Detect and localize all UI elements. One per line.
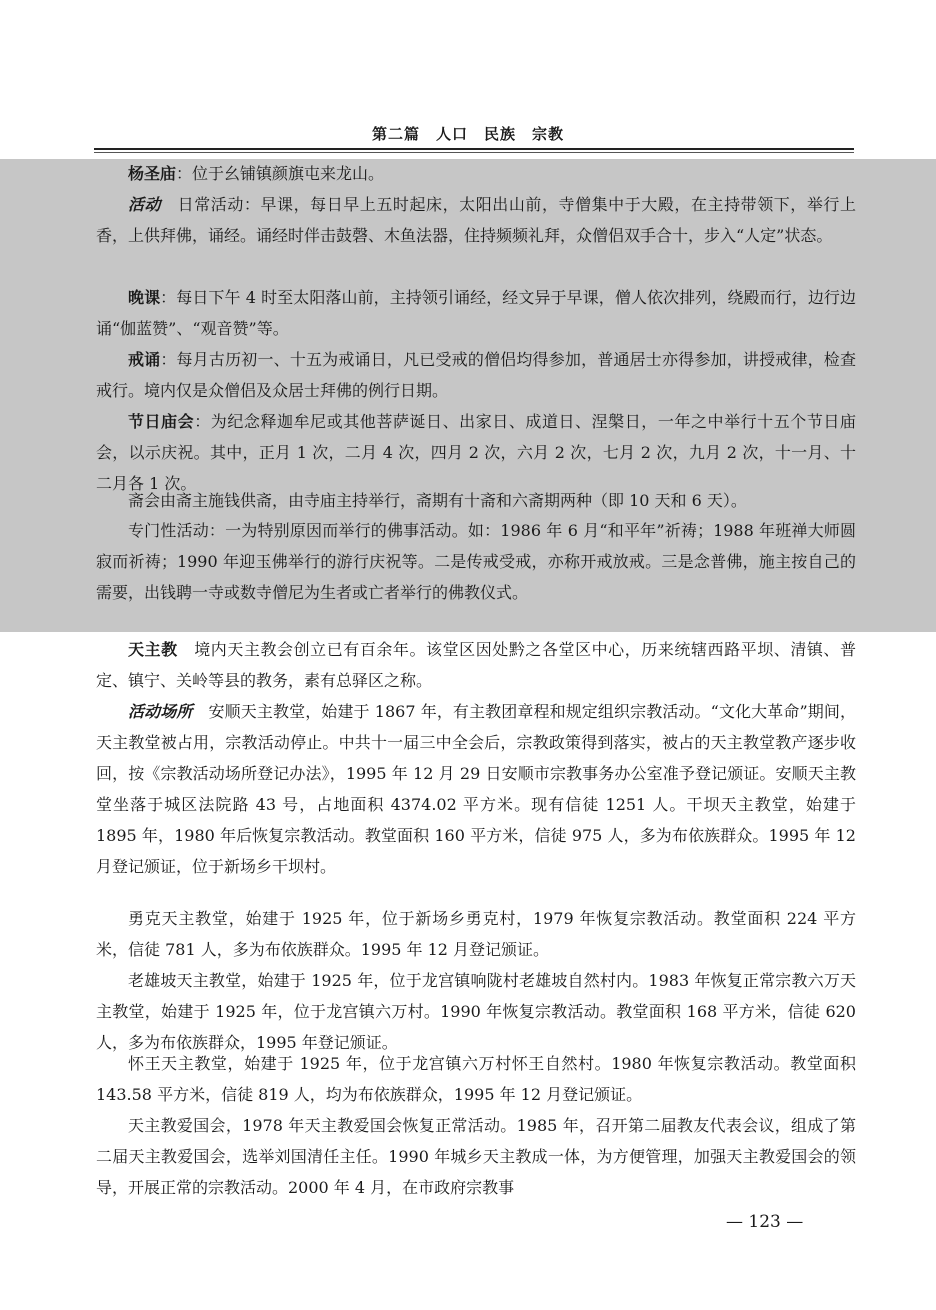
paragraph-patriotic-association	[96, 1110, 856, 1203]
paragraph-text: ：位于幺铺镇颜旗屯来龙山。	[176, 164, 385, 183]
paragraph-evening-class	[96, 282, 856, 344]
paragraph-fasting-assembly	[96, 485, 856, 516]
paragraph-text: 境内天主教会创立已有百余年。该堂区因处黔之各堂区中心，历来统辖西路平坝、清镇、普定、镇宁、关岭等县的教务，素有总驿区之称。	[96, 640, 856, 690]
paragraph-text: 安顺天主教堂，始建于 1867 年，有主教团章程和规定组织宗教活动。“文化大革命”期间，天主教堂被占用，宗教活动停止。中共十一届三中全会后，宗教政策得到落实，被占的天主教堂教产逐步收回，按《宗教活动场所登记办法》，1995 年 12 月 29 日安顺市宗教事务办公室准予登记颁证。安顺天主教堂坐落于城区法院路 43 号，占地面积 4374.02 平方米。现有信徒 1251 人。干坝天主教堂，始建于 1895 年，1980 年后恢复宗教活动。教堂面积 160 平方米，信徒 975 人，多为布依族群众。1995 年 12 月登记颁证，位于新场乡干坝村。	[96, 702, 856, 876]
paragraph-lead: 戒诵	[128, 350, 161, 369]
paragraph-text: 怀王天主教堂，始建于 1925 年，位于龙宫镇六万村怀王自然村。1980 年恢复宗教活动。教堂面积 143.58 平方米，信徒 819 人，均为布依族群众，1995 年 12 月登记颁证。	[96, 1054, 856, 1104]
paragraph-yangsheng-temple	[96, 158, 856, 189]
paragraph-text: 日常活动：早课，每日早上五时起床，太阳出山前，寺僧集中于大殿，在主持带领下，举行上香，上供拜佛，诵经。诵经时伴击鼓磬、木鱼法器，住持频频礼拜，众僧侣双手合十，步入“人定”状态。	[96, 195, 856, 245]
paragraph-text: 勇克天主教堂，始建于 1925 年，位于新场乡勇克村，1979 年恢复宗教活动。教堂面积 224 平方米，信徒 781 人，多为布依族群众。1995 年 12 月登记颁证。	[96, 909, 856, 959]
paragraph-text: 天主教爱国会，1978 年天主教爱国会恢复正常活动。1985 年，召开第二届教友代表会议，组成了第二届天主教爱国会，选举刘国清任主任。1990 年城乡天主教成一体，为方便管理，加强天主教爱国会的领导，开展正常的宗教活动。2000 年 4 月，在市政府宗教事	[96, 1116, 856, 1197]
paragraph-lead: 活动场所	[128, 702, 193, 721]
paragraph-yongke-church	[96, 903, 856, 965]
paragraph-lead: 晚课	[128, 288, 161, 307]
paragraph-special-activities	[96, 515, 856, 608]
paragraph-lead: 节日庙会	[128, 412, 195, 431]
paragraph-lead: 活动	[128, 195, 162, 214]
paragraph-lead: 杨圣庙	[128, 164, 177, 183]
paragraph-activity-venues	[96, 696, 856, 882]
paragraph-text: 专门性活动：一为特别原因而举行的佛事活动。如：1986 年 6 月“和平年”祈祷；1988 年班禅大师圆寂而祈祷；1990 年迎玉佛举行的游行庆祝等。二是传戒受戒，亦称开戒放戒。三是念普佛，施主按自己的需要，出钱聘一寺或数寺僧尼为生者或亡者举行的佛教仪式。	[96, 521, 856, 602]
paragraph-text: ：每月古历初一、十五为戒诵日，凡已受戒的僧侣均得参加，普通居士亦得参加，讲授戒律，检查戒行。境内仅是众僧侣及众居士拜佛的例行日期。	[96, 350, 856, 400]
paragraph-catholicism	[96, 634, 856, 696]
paragraph-daily-activity	[96, 189, 856, 251]
paragraph-laoxiongpo-church	[96, 965, 856, 1058]
running-header: 第二篇 人口 民族 宗教	[371, 125, 564, 143]
paragraph-text: 老雄坡天主教堂，始建于 1925 年，位于龙宫镇响陇村老雄坡自然村内。1983 年恢复正常宗教六万天主教堂，始建于 1925 年，位于龙宫镇六万村。1990 年恢复宗教活动。教堂面积 168 平方米，信徒 620 人，多为布依族群众，1995 年登记颁证。	[96, 971, 856, 1052]
header-rule	[94, 148, 854, 153]
paragraph-text: ：为纪念释迦牟尼或其他菩萨诞日、出家日、成道日、涅槃日，一年之中举行十五个节日庙会，以示庆祝。其中，正月 1 次，二月 4 次，四月 2 次，六月 2 次，七月 2 次，九月 2 次，十一月、十二月各 1 次。	[96, 412, 856, 493]
paragraph-text: 斋会由斋主施钱供斋，由寺庙主持举行，斋期有十斋和六斋期两种（即 10 天和 6 天）。	[128, 491, 747, 510]
paragraph-precept-recitation	[96, 344, 856, 406]
page-number: — 123 —	[726, 1212, 804, 1232]
paragraph-huaiwang-church	[96, 1048, 856, 1110]
paragraph-lead: 天主教	[128, 640, 178, 659]
paragraph-text: ：每日下午 4 时至太阳落山前，主持领引诵经，经文异于早课，僧人依次排列，绕殿而行，边行边诵“伽蓝赞”、“观音赞”等。	[96, 288, 856, 338]
